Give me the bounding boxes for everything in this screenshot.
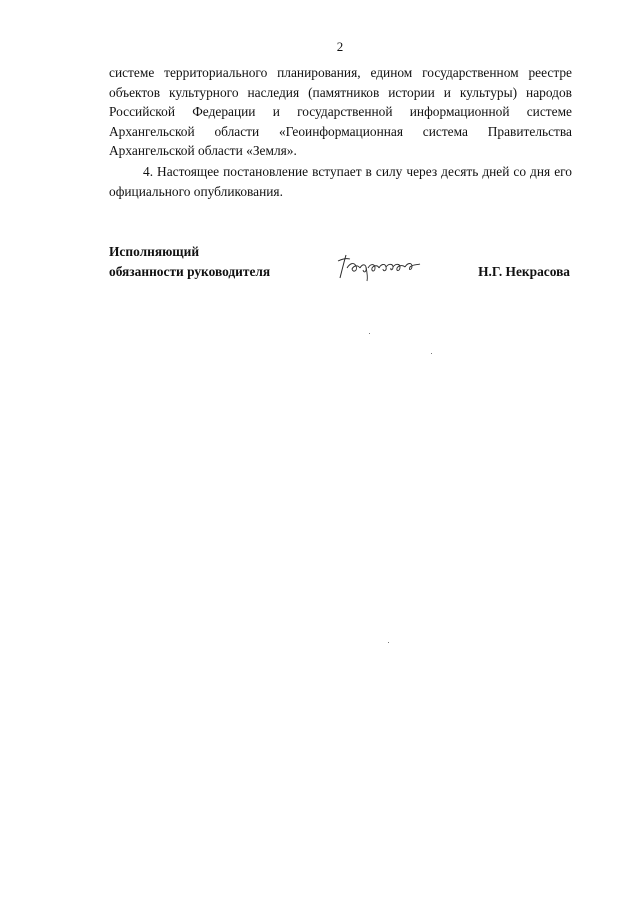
handwritten-signature — [334, 252, 424, 282]
signatory-title-line-1: Исполняющий — [109, 244, 200, 259]
paragraph-continuation: системе территориального планирования, едином государственном реестре объектов культурного наследия (памятников истории и культуры) народов Российской Федерации и государственной информационной системе Архангельской области «Геоинформационная система Правительства Архангельской области «Земля». — [109, 65, 572, 158]
signatory-title — [109, 242, 270, 282]
scan-speck — [388, 642, 389, 643]
signatory-title-line-2: обязанности руководителя — [109, 264, 271, 279]
scan-speck — [369, 333, 370, 334]
paragraph-effective-date: 4. Настоящее постановление вступает в силу через десять дней со дня его официального опубликования. — [109, 164, 572, 199]
page-number: 2 — [336, 39, 344, 54]
scan-speck — [431, 353, 432, 354]
signatory-name: Н.Г. Некрасова — [478, 264, 570, 279]
signature-block — [109, 242, 572, 287]
